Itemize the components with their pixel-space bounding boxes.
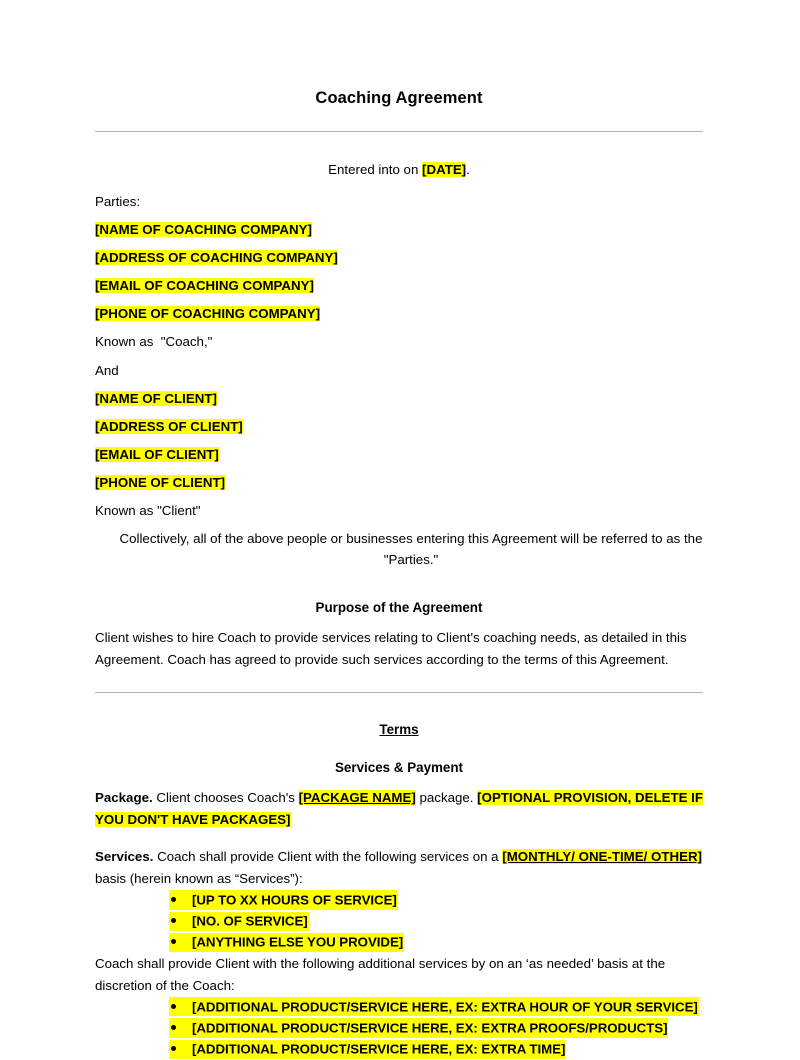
client-phone-placeholder: [PHONE OF CLIENT]: [95, 474, 226, 490]
services-list: [95, 889, 703, 953]
package-optional-note: [OPTIONAL PROVISION, DELETE IF YOU DON'T HAVE PACKAGES]: [95, 790, 703, 827]
additional-services-list: [95, 996, 703, 1060]
package-text-1: Client chooses Coach's: [152, 790, 299, 806]
list-item: [169, 911, 703, 932]
page-title: Coaching Agreement: [315, 89, 483, 107]
terms-heading: Terms: [379, 722, 419, 738]
entered-into-prefix: Entered into on: [328, 161, 423, 177]
additional-item-1: [ADDITIONAL PRODUCT/SERVICE HERE, EX: EXTRA PROOFS/PRODUCTS]: [192, 1020, 668, 1036]
entered-into-line: [95, 158, 703, 182]
coach-phone-line: [95, 303, 703, 326]
list-item: [169, 996, 703, 1017]
client-phone-line: [95, 471, 703, 494]
services-frequency-placeholder: [MONTHLY/ ONE-TIME/ OTHER]: [502, 849, 702, 865]
services-item-2: [ANYTHING ELSE YOU PROVIDE]: [192, 935, 404, 951]
list-item: [169, 1039, 703, 1060]
package-name-placeholder: [PACKAGE NAME]: [298, 790, 416, 806]
purpose-body: Client wishes to hire Coach to provide services relating to Client's coaching needs, as detailed in this Agreement. Coach has agreed to provide such services according to the terms of this Agreement.: [95, 630, 687, 667]
client-name-placeholder: [NAME OF CLIENT]: [95, 391, 217, 406]
collectively-paragraph: Collectively, all of the above people or businesses entering this Agreement will be referred to as the "Parties.": [119, 530, 703, 568]
client-address-line: [95, 415, 703, 438]
client-address-placeholder: [ADDRESS OF CLIENT]: [95, 418, 243, 434]
services-text-1: Coach shall provide Client with the following services on a: [153, 849, 503, 865]
additional-item-2: [ADDITIONAL PRODUCT/SERVICE HERE, EX: EXTRA TIME]: [192, 1041, 566, 1057]
package-text-2: package.: [415, 790, 478, 806]
package-label: Package.: [95, 790, 153, 806]
coach-phone-placeholder: [PHONE OF COACHING COMPANY]: [95, 306, 321, 321]
coach-address-placeholder: [ADDRESS OF COACHING COMPANY]: [95, 250, 338, 266]
additional-services-intro: Coach shall provide Client with the following additional services by on an ‘as needed’ basis at the discretion of the Coach:: [95, 956, 666, 993]
bullet-dot-icon: [171, 918, 176, 923]
additional-item-0: [ADDITIONAL PRODUCT/SERVICE HERE, EX: EXTRA HOUR OF YOUR SERVICE]: [192, 999, 698, 1015]
list-item: [169, 889, 703, 910]
list-item: [169, 1017, 703, 1038]
list-item: [169, 932, 703, 953]
coach-name-line: [95, 219, 703, 242]
client-email-line: [95, 443, 703, 466]
package-paragraph: [95, 787, 703, 830]
services-item-0: [UP TO XX HOURS OF SERVICE]: [192, 892, 397, 908]
bullet-dot-icon: [171, 939, 176, 944]
coach-address-line: [95, 247, 703, 270]
date-placeholder: [DATE]: [422, 161, 467, 177]
coach-email-line: [95, 275, 703, 298]
purpose-heading: Purpose of the Agreement: [315, 599, 483, 615]
services-text-2: basis (herein known as “Services”):: [95, 870, 303, 886]
services-item-1: [NO. OF SERVICE]: [192, 913, 308, 929]
coach-known-as: Known as "Coach,": [95, 334, 213, 350]
client-email-placeholder: [EMAIL OF CLIENT]: [95, 446, 219, 462]
bullet-dot-icon: [171, 1046, 176, 1051]
services-label: Services.: [95, 849, 154, 865]
conjunction-and: And: [95, 362, 119, 378]
client-name-line: [95, 388, 703, 411]
bullet-dot-icon: [171, 897, 176, 902]
client-known-as: Known as "Client": [95, 503, 201, 519]
services-payment-heading: Services & Payment: [334, 759, 464, 775]
services-paragraph: [95, 846, 703, 889]
entered-into-suffix: .: [466, 161, 470, 177]
parties-label: Parties:: [95, 194, 141, 210]
coach-name-placeholder: [NAME OF COACHING COMPANY]: [95, 222, 312, 238]
bullet-dot-icon: [171, 1004, 176, 1009]
coach-email-placeholder: [EMAIL OF COACHING COMPANY]: [95, 278, 314, 294]
bullet-dot-icon: [171, 1025, 176, 1030]
